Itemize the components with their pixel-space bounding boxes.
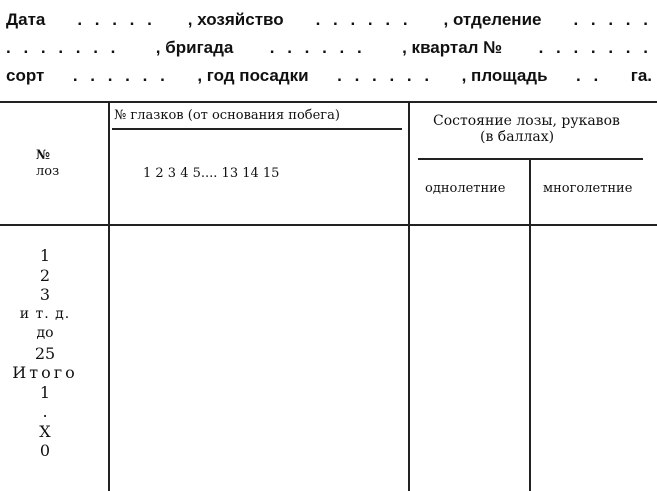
date-field[interactable]: . . . . . xyxy=(77,10,156,29)
department-label: , отделение xyxy=(443,10,542,29)
area-label: , площадь xyxy=(461,66,548,85)
planting-year-label: , год посадки xyxy=(197,66,309,85)
eyes-header: № глазков (от основания побега) xyxy=(114,108,340,123)
row-label: 1 xyxy=(39,382,51,402)
brigade-field[interactable]: . . . . . . xyxy=(269,38,366,57)
variety-label: сорт xyxy=(6,66,45,85)
annual-header: однолетние xyxy=(425,181,506,196)
table-header-bottom-rule xyxy=(0,224,657,226)
row-label: . xyxy=(42,402,48,421)
form-header-line-2 xyxy=(6,38,652,64)
row-label: 25 xyxy=(34,343,56,363)
row-label: 3 xyxy=(39,285,51,304)
form-header-line-3 xyxy=(6,66,652,92)
row-label: и т. д. xyxy=(19,305,71,322)
divider-col2 xyxy=(408,103,410,491)
farm-label: , хозяйство xyxy=(187,10,284,29)
area-unit: га. xyxy=(630,66,652,85)
form-header-line-1 xyxy=(6,10,652,36)
department-field[interactable]: . . . . . xyxy=(573,10,652,29)
farm-field[interactable]: . . . . . . xyxy=(315,10,412,29)
department-field-cont[interactable]: . . . . . . . xyxy=(6,38,120,57)
row-label: Итого xyxy=(12,363,78,382)
perennial-header: многолетние xyxy=(543,181,633,196)
divider-col3 xyxy=(529,160,531,491)
state-header-2: (в баллах) xyxy=(480,129,555,145)
date-label: Дата xyxy=(6,10,46,29)
state-header-1: Состояние лозы, рукавов xyxy=(433,113,620,129)
vine-number-header-2: лоз xyxy=(36,164,60,179)
divider-col1 xyxy=(108,103,110,491)
state-header-underline xyxy=(418,158,643,160)
vine-number-header-1: № xyxy=(36,148,51,163)
table-top-rule xyxy=(0,101,657,103)
row-labels xyxy=(4,246,86,461)
block-field[interactable]: . . . . . . . xyxy=(538,38,652,57)
brigade-label: , бригада xyxy=(155,38,234,57)
block-label: , квартал № xyxy=(402,38,503,57)
eyes-header-underline xyxy=(112,128,402,130)
row-label: до xyxy=(36,325,54,341)
variety-field[interactable]: . . . . . . xyxy=(72,66,169,85)
row-label: 0 xyxy=(39,441,51,460)
row-label: 1 xyxy=(39,246,51,265)
eye-numbers: 1 2 3 4 5.... 13 14 15 xyxy=(143,166,280,181)
row-label: Х xyxy=(39,421,51,441)
area-field[interactable]: . . xyxy=(576,66,603,85)
planting-year-field[interactable]: . . . . . . xyxy=(337,66,434,85)
row-label: 2 xyxy=(39,265,51,285)
